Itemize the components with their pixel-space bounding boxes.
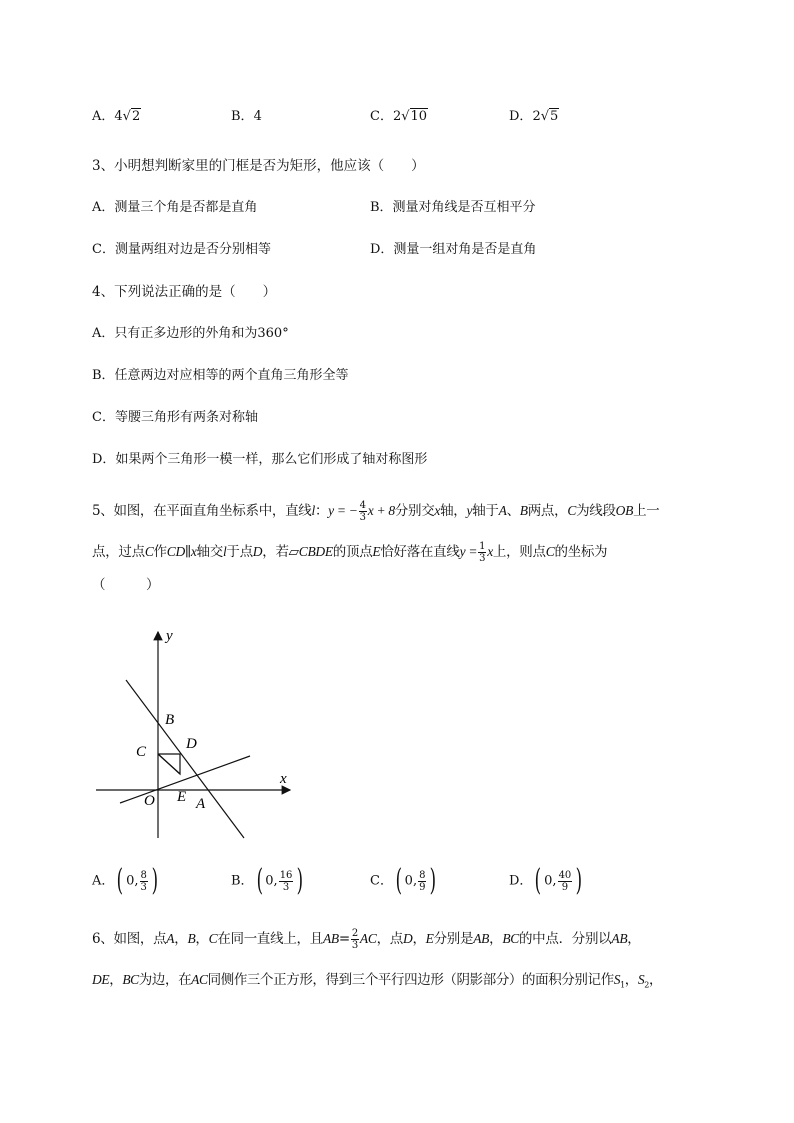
q6-var: B <box>187 931 196 946</box>
q6-stem-line1 <box>92 928 640 951</box>
q5-eq: x + 8 <box>367 503 395 518</box>
q5-var: D <box>252 544 263 559</box>
q6-var: A <box>166 931 175 946</box>
q5-text: 的顶点 <box>332 544 373 560</box>
q2-option-c-label: C． <box>370 109 393 124</box>
q5-text: ，若 <box>262 544 289 560</box>
q5-text: 轴， <box>440 503 467 519</box>
q5-option-c[interactable]: C．( 0, $\frac{8}{9}$ ) <box>370 863 437 898</box>
q5-text: 分别交 <box>394 503 435 519</box>
q5-var: B <box>519 503 528 518</box>
q6-var: D <box>402 931 413 946</box>
q2-option-a-label: A． <box>92 109 115 124</box>
q4-option-d[interactable]: D．如果两个三角形一模一样，那么它们形成了轴对称图形 <box>92 452 428 467</box>
q5-symbol: ▱ <box>288 544 299 560</box>
q6-text: ， <box>109 972 123 988</box>
q6-var: AC <box>191 972 208 987</box>
q6-text: ， <box>648 972 663 988</box>
q6-subscript: 2 <box>644 980 649 990</box>
q6-text: 为边，在 <box>138 972 192 988</box>
q5-var: CD <box>166 544 185 559</box>
q6-text: 分别是 <box>433 931 474 947</box>
q5-var-l: l <box>311 503 315 518</box>
q5-text: ： <box>314 503 329 519</box>
label-a: A <box>196 796 206 812</box>
q5-option-d-zero: 0, <box>544 873 557 889</box>
q5-option-d-fraction: $\frac{40}{9}$ <box>558 869 572 893</box>
q5-option-a-fraction: $\frac{8}{3}$ <box>140 869 147 893</box>
q5-option-a-zero: 0, <box>126 873 139 889</box>
q5-fraction: $\frac{1}{3}$ <box>479 541 486 564</box>
q3-option-a[interactable]: A．测量三个角是否都是直角 <box>92 200 258 215</box>
q5-text: 5、如图，在平面直角坐标系中，直线 <box>92 503 312 519</box>
q6-text: 6、如图，点 <box>92 931 167 947</box>
q2-option-d-radicand: 5 <box>550 109 559 124</box>
label-y: y <box>166 628 173 644</box>
q2-option-d-coef: 2 <box>532 109 541 124</box>
q6-fraction: $\frac{2}{3}$ <box>351 928 358 951</box>
label-b: B <box>165 712 175 728</box>
q3-option-c[interactable]: C．测量两组对边是否分别相等 <box>92 242 271 257</box>
q5-var: y <box>466 503 473 518</box>
label-o: O <box>144 793 155 809</box>
q4-option-c[interactable]: C．等腰三角形有两条对称轴 <box>92 410 258 425</box>
q5-text: 、 <box>506 503 520 519</box>
q6-text: ， <box>412 931 426 947</box>
label-d: D <box>186 736 197 752</box>
q5-text: 为线段 <box>576 503 616 519</box>
segment-ce <box>158 754 180 774</box>
q6-var: E <box>425 931 434 946</box>
q6-var: AB <box>611 931 628 946</box>
q2-option-c-radicand: 10 <box>410 109 428 124</box>
q5-var: OB <box>615 503 634 518</box>
q5-stem-line1 <box>92 500 659 523</box>
q5-var: x <box>190 544 197 559</box>
q6-var: BC <box>122 972 139 987</box>
q2-option-d[interactable]: D．2√5 <box>509 109 559 124</box>
q5-stem-line2 <box>92 541 607 564</box>
q5-eq: y = − <box>328 503 358 518</box>
q5-eq: y = <box>459 544 478 559</box>
q5-text: 作 <box>153 544 167 560</box>
q6-subscript: 1 <box>620 980 625 990</box>
q5-option-c-fraction: $\frac{8}{9}$ <box>419 869 426 893</box>
q2-option-a-coef: 4 <box>114 109 123 124</box>
q6-text: ， <box>174 931 188 947</box>
q5-text: 轴交 <box>196 544 223 560</box>
q6-text: 在同一直线上，且 <box>217 931 323 947</box>
q5-var: x <box>434 503 441 518</box>
q5-var: C <box>144 544 154 559</box>
q6-var: AC <box>359 931 377 946</box>
q5-option-d[interactable]: D．( 0, $\frac{40}{9}$ ) <box>509 863 583 898</box>
q6-text: ， <box>627 931 641 947</box>
q5-option-a-label: A． <box>92 873 115 889</box>
q5-option-b-zero: 0, <box>265 873 278 889</box>
q5-symbol: ∥ <box>184 544 191 560</box>
q5-option-a[interactable]: A．( 0, $\frac{8}{3}$ ) <box>92 863 158 898</box>
q5-text: 两点， <box>527 503 568 519</box>
q4-stem: 4、下列说法正确的是（ ） <box>92 284 277 300</box>
q6-var: S <box>637 972 645 987</box>
q5-var: C <box>567 503 577 518</box>
q2-option-b-value: 4 <box>253 109 262 124</box>
q6-text: 的中点．分别以 <box>518 931 612 947</box>
q5-eq: x <box>487 544 493 559</box>
q5-text: 上一 <box>633 503 660 519</box>
q3-option-b[interactable]: B．测量对角线是否互相平分 <box>370 200 536 215</box>
q2-option-c[interactable]: C．2√10 <box>370 109 428 124</box>
q5-var: l <box>222 544 227 559</box>
q5-option-b-label: B． <box>231 873 254 889</box>
q5-answer-bracket: （ ） <box>92 577 160 593</box>
q5-text: 轴于 <box>472 503 499 519</box>
q2-option-d-label: D． <box>509 109 533 124</box>
q5-option-b-fraction: $\frac{16}{3}$ <box>279 869 293 893</box>
q6-text: 同侧作三个正方形，得到三个平行四边形（阴影部分）的面积分别记作 <box>207 972 614 988</box>
q5-var: E <box>372 544 381 559</box>
q6-var: C <box>208 931 218 946</box>
q5-var: CBDE <box>298 544 333 559</box>
label-e: E <box>177 789 187 805</box>
q6-text: ，点 <box>376 931 403 947</box>
q5-option-c-zero: 0, <box>404 873 418 889</box>
q5-text: 点，过点 <box>92 544 145 560</box>
q2-option-a-radicand: 2 <box>131 109 141 124</box>
q6-symbol: = <box>338 931 350 947</box>
label-c: C <box>136 744 147 760</box>
q5-coordinate-figure <box>90 628 300 843</box>
q3-stem: 3、小明想判断家里的门框是否为矩形，他应该（ ） <box>92 158 425 174</box>
q6-var: S <box>613 972 621 987</box>
q5-text: 于点 <box>226 544 253 560</box>
q4-option-a[interactable]: A．只有正多边形的外角和为360° <box>92 326 289 341</box>
q6-stem-line2 <box>92 970 662 996</box>
q2-option-b-label: B． <box>231 109 254 124</box>
q5-text: 恰好落在直线 <box>380 544 460 560</box>
q5-option-d-label: D． <box>509 873 533 889</box>
q5-fraction: $\frac{4}{3}$ <box>359 500 366 523</box>
q5-var: A <box>498 503 507 518</box>
q3-option-d[interactable]: D．测量一组对角是否是直角 <box>370 242 537 257</box>
q6-var: AB <box>322 931 339 946</box>
q6-text: ， <box>624 972 638 988</box>
q6-var: BC <box>502 931 519 946</box>
q2-option-b[interactable] <box>231 107 262 127</box>
q5-text: 的坐标为 <box>554 544 608 560</box>
q6-var: AB <box>473 931 490 946</box>
q6-text: ， <box>489 931 503 947</box>
q5-option-b[interactable]: B．( 0, $\frac{16}{3}$ ) <box>231 863 304 898</box>
q2-option-a[interactable]: A．4√2 <box>92 109 141 124</box>
label-x: x <box>280 771 287 787</box>
q6-text: ， <box>195 931 209 947</box>
q5-option-c-label: C． <box>370 873 393 889</box>
q2-option-c-coef: 2 <box>392 109 402 124</box>
q5-var: C <box>545 544 555 559</box>
q5-text: 上，则点 <box>492 544 546 560</box>
q6-var: DE <box>92 972 110 987</box>
q4-option-b[interactable]: B．任意两边对应相等的两个直角三角形全等 <box>92 368 349 383</box>
